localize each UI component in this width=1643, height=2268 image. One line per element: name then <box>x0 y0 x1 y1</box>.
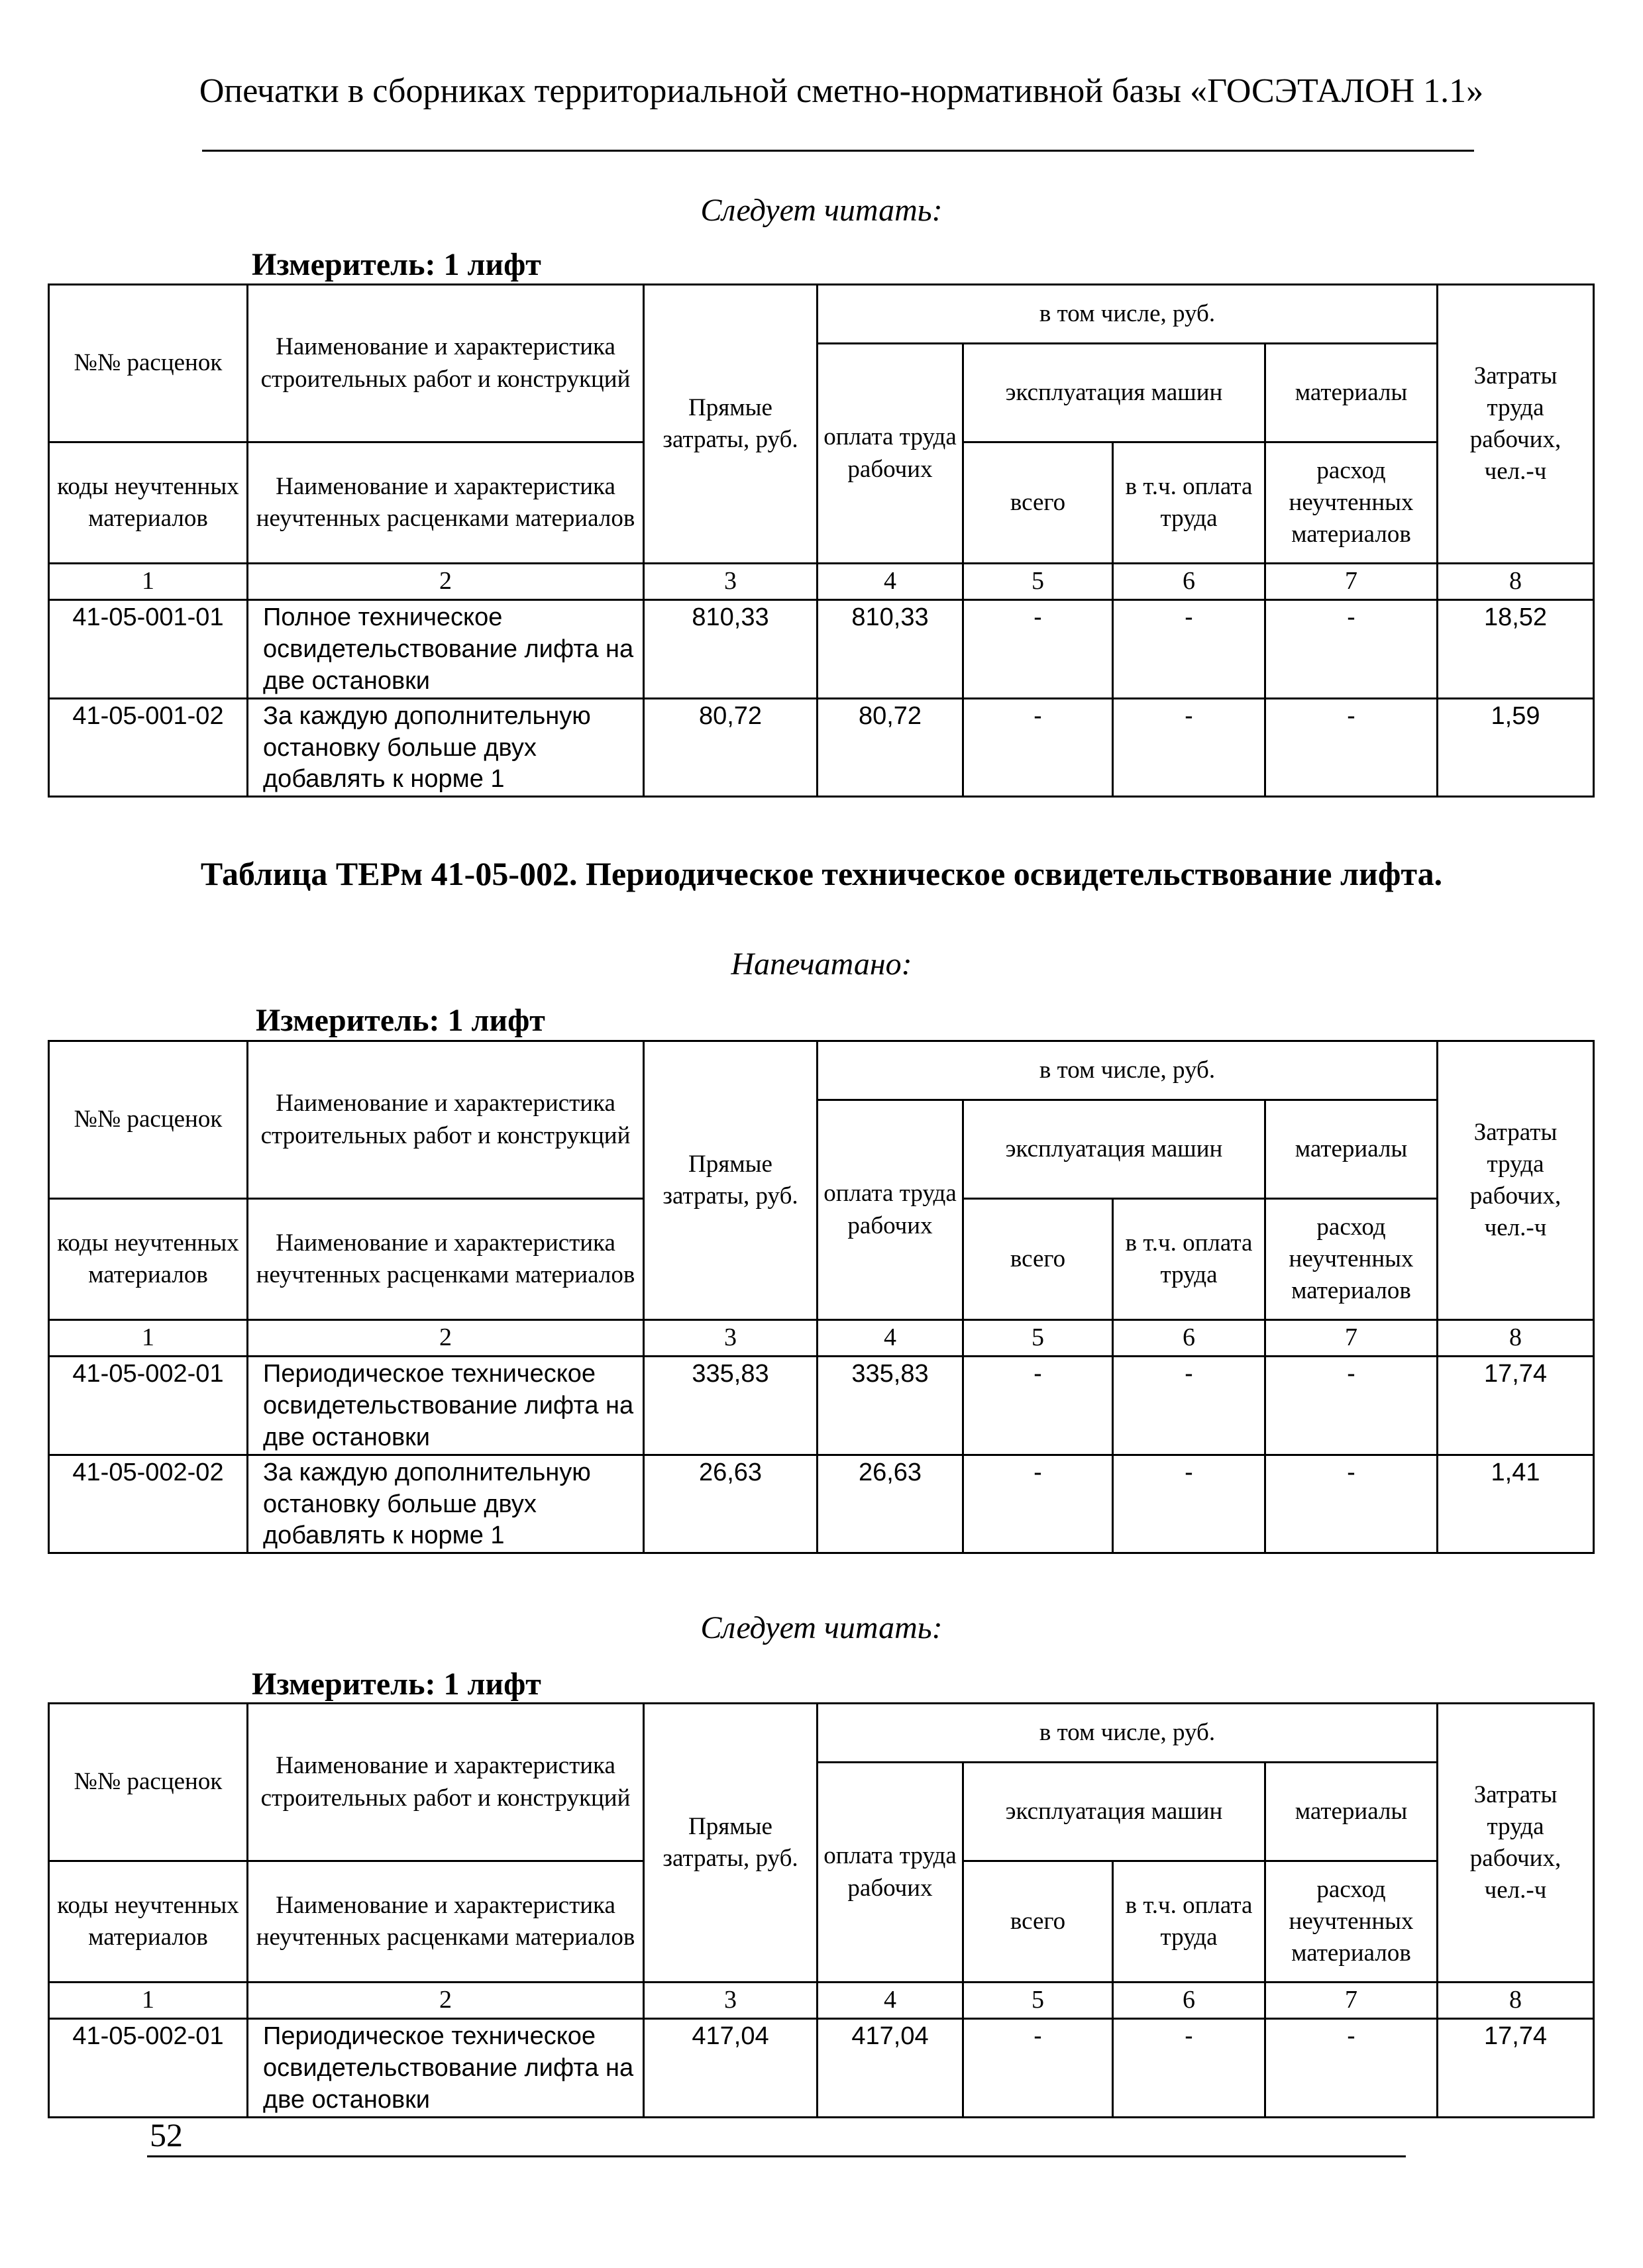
direct-costs-value: 417,04 <box>644 2019 818 2118</box>
header-rate-no: №№ расценок <box>49 285 248 442</box>
column-number: 6 <box>1113 1983 1265 2019</box>
header-work-name: Наименование и характеристика строительных работ и конструкций <box>248 1704 644 1861</box>
labor-pay-value: 417,04 <box>818 2019 963 2118</box>
table-row <box>49 698 1594 797</box>
header-material-usage: расход неучтенных материалов <box>1265 1199 1438 1320</box>
rate-code: 41-05-002-01 <box>49 1357 248 1455</box>
header-rate-no: №№ расценок <box>49 1041 248 1199</box>
header-divider <box>202 150 1474 152</box>
column-number: 3 <box>644 1320 818 1357</box>
direct-costs-value: 26,63 <box>644 1455 818 1553</box>
column-number: 7 <box>1265 1320 1438 1357</box>
header-rate-no: №№ расценок <box>49 1704 248 1861</box>
header-machines: эксплуатация машин <box>963 1100 1265 1199</box>
machines-labor-value: - <box>1113 1357 1265 1455</box>
column-number: 4 <box>818 1320 963 1357</box>
direct-costs-value: 80,72 <box>644 698 818 797</box>
header-materials: материалы <box>1265 1763 1438 1861</box>
materials-value: - <box>1265 1357 1438 1455</box>
header-labor-pay: оплата труда рабочих <box>818 1763 963 1983</box>
column-number: 7 <box>1265 1983 1438 2019</box>
column-number: 1 <box>49 1320 248 1357</box>
header-labor-pay: оплата труда рабочих <box>818 1100 963 1320</box>
column-number: 8 <box>1438 1320 1594 1357</box>
column-number: 8 <box>1438 1983 1594 2019</box>
header-including: в том числе, руб. <box>818 1704 1438 1763</box>
labor-pay-value: 26,63 <box>818 1455 963 1553</box>
column-number: 6 <box>1113 564 1265 600</box>
column-number: 3 <box>644 1983 818 2019</box>
rate-code: 41-05-001-01 <box>49 600 248 699</box>
header-labor-costs: Затраты труда рабочих, чел.-ч <box>1438 1041 1594 1320</box>
materials-value: - <box>1265 1455 1438 1553</box>
header-labor-costs: Затраты труда рабочих, чел.-ч <box>1438 1704 1594 1983</box>
materials-value: - <box>1265 2019 1438 2118</box>
header-total: всего <box>963 1199 1113 1320</box>
header-material-codes: коды неучтенных материалов <box>49 442 248 564</box>
header-direct-costs: Прямые затраты, руб. <box>644 285 818 564</box>
measure-label-3: Измеритель: 1 лифт <box>252 1667 541 1702</box>
header-total: всего <box>963 442 1113 564</box>
machines-labor-value: - <box>1113 600 1265 699</box>
header-direct-costs: Прямые затраты, руб. <box>644 1041 818 1320</box>
header-labor-costs: Затраты труда рабочих, чел.-ч <box>1438 285 1594 564</box>
should-read-note-2: Следует читать: <box>700 1610 943 1645</box>
rate-code: 41-05-002-01 <box>49 2019 248 2118</box>
rates-table-2 <box>48 1040 1595 1554</box>
labor-pay-value: 810,33 <box>818 600 963 699</box>
page-number: 52 <box>150 2116 183 2153</box>
header-material-usage: расход неучтенных материалов <box>1265 442 1438 564</box>
materials-value: - <box>1265 698 1438 797</box>
header-including: в том числе, руб. <box>818 1041 1438 1100</box>
header-total: всего <box>963 1861 1113 1983</box>
header-machines: эксплуатация машин <box>963 1763 1265 1861</box>
table-row <box>49 600 1594 699</box>
should-read-note-1: Следует читать: <box>700 193 943 228</box>
column-number: 5 <box>963 1983 1113 2019</box>
header-material-codes: коды неучтенных материалов <box>49 1861 248 1983</box>
column-number: 5 <box>963 1320 1113 1357</box>
header-machines: эксплуатация машин <box>963 344 1265 442</box>
measure-label-2: Измеритель: 1 лифт <box>256 1003 545 1038</box>
column-number: 2 <box>248 1983 644 2019</box>
column-number: 7 <box>1265 564 1438 600</box>
machines-labor-value: - <box>1113 2019 1265 2118</box>
rates-table-1 <box>48 284 1595 798</box>
machines-total-value: - <box>963 1357 1113 1455</box>
rate-name: Периодическое техническое освидетельствование лифта на две остановки <box>248 2019 644 2118</box>
column-number: 2 <box>248 1320 644 1357</box>
footer-divider <box>147 2155 1406 2157</box>
header-material-name: Наименование и характеристика неучтенных расценками материалов <box>248 1861 644 1983</box>
header-direct-costs: Прямые затраты, руб. <box>644 1704 818 1983</box>
table-row <box>49 1455 1594 1553</box>
rate-name: За каждую дополнительную остановку больше двух добавлять к норме 1 <box>248 1455 644 1553</box>
direct-costs-value: 810,33 <box>644 600 818 699</box>
materials-value: - <box>1265 600 1438 699</box>
header-materials: материалы <box>1265 1100 1438 1199</box>
rate-name: Периодическое техническое освидетельствование лифта на две остановки <box>248 1357 644 1455</box>
table-row <box>49 2019 1594 2118</box>
header-material-usage: расход неучтенных материалов <box>1265 1861 1438 1983</box>
header-work-name: Наименование и характеристика строительных работ и конструкций <box>248 1041 644 1199</box>
header-incl-labor: в т.ч. оплата труда <box>1113 442 1265 564</box>
column-number: 5 <box>963 564 1113 600</box>
measure-label-1: Измеритель: 1 лифт <box>252 247 541 282</box>
rate-code: 41-05-002-02 <box>49 1455 248 1553</box>
machines-total-value: - <box>963 1455 1113 1553</box>
column-number: 6 <box>1113 1320 1265 1357</box>
column-number: 2 <box>248 564 644 600</box>
column-number: 4 <box>818 564 963 600</box>
rates-table-3 <box>48 1702 1595 2118</box>
rate-code: 41-05-001-02 <box>49 698 248 797</box>
machines-labor-value: - <box>1113 698 1265 797</box>
direct-costs-value: 335,83 <box>644 1357 818 1455</box>
page-header: Опечатки в сборниках территориальной сметно-нормативной базы «ГОСЭТАЛОН 1.1» <box>199 72 1484 110</box>
rate-name: Полное техническое освидетельствование лифта на две остановки <box>248 600 644 699</box>
machines-total-value: - <box>963 2019 1113 2118</box>
header-material-codes: коды неучтенных материалов <box>49 1199 248 1320</box>
header-labor-pay: оплата труда рабочих <box>818 344 963 564</box>
column-number: 1 <box>49 564 248 600</box>
printed-note: Напечатано: <box>731 947 912 982</box>
machines-labor-value: - <box>1113 1455 1265 1553</box>
header-materials: материалы <box>1265 344 1438 442</box>
labor-costs-value: 18,52 <box>1438 600 1594 699</box>
table-row <box>49 1357 1594 1455</box>
machines-total-value: - <box>963 698 1113 797</box>
labor-costs-value: 17,74 <box>1438 1357 1594 1455</box>
header-material-name: Наименование и характеристика неучтенных расценками материалов <box>248 442 644 564</box>
rate-name: За каждую дополнительную остановку больше двух добавлять к норме 1 <box>248 698 644 797</box>
header-material-name: Наименование и характеристика неучтенных расценками материалов <box>248 1199 644 1320</box>
header-incl-labor: в т.ч. оплата труда <box>1113 1199 1265 1320</box>
labor-costs-value: 1,59 <box>1438 698 1594 797</box>
labor-pay-value: 80,72 <box>818 698 963 797</box>
header-work-name: Наименование и характеристика строительных работ и конструкций <box>248 285 644 442</box>
labor-costs-value: 1,41 <box>1438 1455 1594 1553</box>
labor-pay-value: 335,83 <box>818 1357 963 1455</box>
column-number: 1 <box>49 1983 248 2019</box>
labor-costs-value: 17,74 <box>1438 2019 1594 2118</box>
table-title: Таблица ТЕРм 41-05-002. Периодическое техническое освидетельствование лифта. <box>200 855 1443 892</box>
machines-total-value: - <box>963 600 1113 699</box>
column-number: 3 <box>644 564 818 600</box>
header-incl-labor: в т.ч. оплата труда <box>1113 1861 1265 1983</box>
column-number: 4 <box>818 1983 963 2019</box>
column-number: 8 <box>1438 564 1594 600</box>
header-including: в том числе, руб. <box>818 285 1438 344</box>
